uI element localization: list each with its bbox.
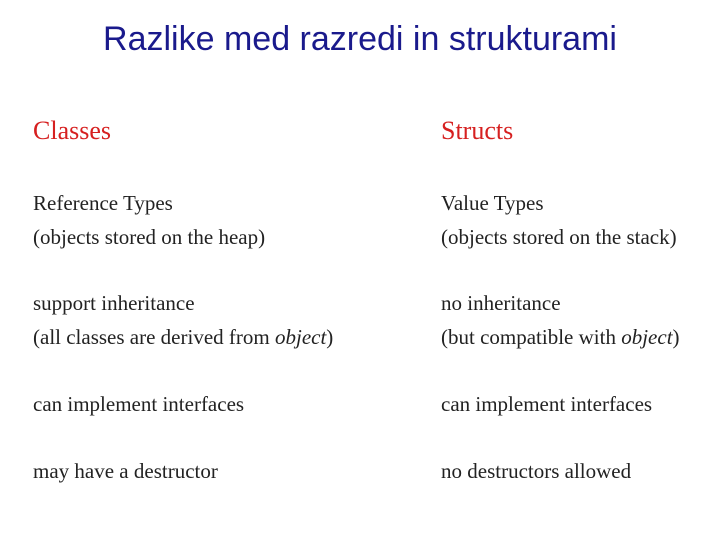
classes-inheritance-note-post: ) <box>326 325 334 349</box>
classes-inheritance-note-pre: (all classes are derived from <box>33 325 275 349</box>
slide-title: Razlike med razredi in strukturami <box>103 20 617 58</box>
classes-inheritance: support inheritance <box>33 291 195 315</box>
structs-inheritance-note-pre: (but compatible with <box>441 325 622 349</box>
classes-inheritance-note-object: object <box>274 325 327 349</box>
classes-heading: Classes <box>33 116 111 145</box>
structs-heading: Structs <box>441 116 514 145</box>
structs-type: Value Types <box>441 191 544 215</box>
classes-interfaces: can implement interfaces <box>33 392 245 416</box>
structs-inheritance-note <box>441 327 680 348</box>
classes-inheritance-note <box>33 327 333 348</box>
classes-storage: (objects stored on the heap) <box>33 225 266 249</box>
structs-storage: (objects stored on the stack) <box>441 225 677 249</box>
classes-type: Reference Types <box>33 191 173 215</box>
structs-inheritance-note-object: object <box>621 325 673 349</box>
structs-inheritance: no inheritance <box>441 291 561 315</box>
structs-destructor: no destructors allowed <box>441 459 632 483</box>
structs-inheritance-note-post: ) <box>672 325 680 349</box>
structs-interfaces: can implement interfaces <box>441 392 653 416</box>
classes-destructor: may have a destructor <box>33 459 218 483</box>
